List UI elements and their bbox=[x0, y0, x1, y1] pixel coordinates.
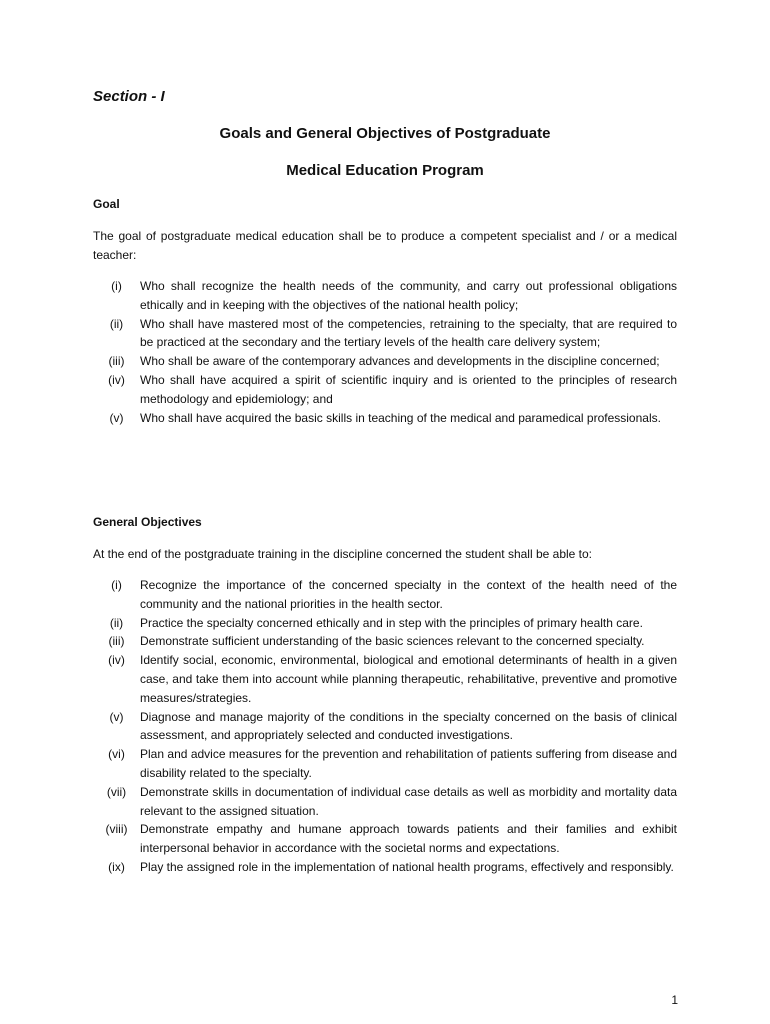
objective-item bbox=[93, 576, 677, 614]
objective-item bbox=[93, 858, 677, 877]
objective-item-number: (ii) bbox=[109, 615, 124, 630]
objective-item-number: (viii) bbox=[105, 822, 128, 837]
document-title-line-1: Goals and General Objectives of Postgraduate bbox=[219, 125, 551, 142]
objective-item-number: (iv) bbox=[108, 653, 125, 668]
goal-item-number: (ii) bbox=[109, 316, 124, 331]
goal-heading: Goal bbox=[93, 197, 120, 211]
objective-item-text: Demonstrate sufficient understanding of the basic sciences relevant to the concerned specialty. bbox=[140, 634, 645, 649]
objective-item bbox=[93, 820, 677, 858]
objective-item-text: Demonstrate skills in documentation of individual case details as well as morbidity and mortality data relevant to the assigned situation. bbox=[140, 784, 677, 818]
general-objectives-heading: General Objectives bbox=[93, 515, 202, 529]
objective-item bbox=[93, 708, 677, 746]
objective-item-text: Demonstrate empathy and humane approach towards patients and their families and exhibit interpersonal behavior in accordance with the societal norms and expectations. bbox=[140, 822, 677, 856]
goal-item bbox=[93, 352, 677, 371]
goal-item bbox=[93, 277, 677, 315]
goal-item-number: (iv) bbox=[108, 372, 125, 387]
goal-item-number: (i) bbox=[111, 279, 122, 293]
objective-item-number: (v) bbox=[109, 709, 124, 724]
goal-list bbox=[93, 277, 677, 427]
objective-item-text: Diagnose and manage majority of the conditions in the specialty concerned on the basis of clinical assessment, and appropriately selected and conducted investigations. bbox=[140, 709, 677, 743]
objective-item-text: Play the assigned role in the implementation of national health programs, effectively and responsibly. bbox=[140, 859, 674, 874]
objective-item bbox=[93, 745, 677, 783]
objective-item bbox=[93, 651, 677, 707]
objective-item bbox=[93, 783, 677, 821]
section-label: Section - I bbox=[93, 88, 165, 105]
goal-item-text: Who shall recognize the health needs of the community, and carry out professional obligations ethically and in keeping with the objectives of the national health policy; bbox=[140, 279, 677, 312]
goal-item-text: Who shall have acquired a spirit of scientific inquiry and is oriented to the principles of research methodology and epidemiology; and bbox=[140, 372, 677, 406]
goal-item bbox=[93, 371, 677, 409]
objectives-list bbox=[93, 576, 677, 877]
goal-item-text: Who shall have acquired the basic skills in teaching of the medical and paramedical professionals. bbox=[140, 410, 661, 425]
document-title-line-2: Medical Education Program bbox=[286, 162, 484, 179]
goal-item-text: Who shall have mastered most of the competencies, retraining to the specialty, that are required to be practiced at the secondary and the tertiary levels of the health care delivery system; bbox=[140, 316, 677, 350]
goal-item-number: (iii) bbox=[108, 354, 125, 369]
goal-item bbox=[93, 409, 677, 428]
objective-item-number: (vii) bbox=[106, 784, 127, 799]
objectives-intro: At the end of the postgraduate training in the discipline concerned the student shall be able to: bbox=[93, 547, 593, 561]
goal-item bbox=[93, 315, 677, 353]
goal-intro: The goal of postgraduate medical education shall be to produce a competent specialist and / or a medical teacher: bbox=[93, 229, 677, 262]
objective-item-text: Identify social, economic, environmental, biological and emotional determinants of health in a given case, and take them into account while planning therapeutic, rehabilitative, preventive and promotive measures/strategies. bbox=[140, 653, 677, 705]
objective-item bbox=[93, 632, 677, 651]
objective-item-number: (iii) bbox=[108, 634, 125, 649]
objective-item-number: (ix) bbox=[108, 859, 125, 874]
objective-item-number: (i) bbox=[111, 578, 122, 592]
objective-item bbox=[93, 614, 677, 633]
goal-item-number: (v) bbox=[109, 410, 124, 425]
objective-item-text: Recognize the importance of the concerned specialty in the context of the health need of the community and the national priorities in the health sector. bbox=[140, 578, 677, 611]
objective-item-text: Practice the specialty concerned ethically and in step with the principles of primary health care. bbox=[140, 615, 643, 630]
goal-item-text: Who shall be aware of the contemporary advances and developments in the discipline concerned; bbox=[140, 354, 660, 369]
page-number: 1 bbox=[671, 993, 678, 1007]
objective-item-text: Plan and advice measures for the prevention and rehabilitation of patients suffering from disease and disability related to the specialty. bbox=[140, 747, 677, 780]
objective-item-number: (vi) bbox=[108, 747, 125, 762]
